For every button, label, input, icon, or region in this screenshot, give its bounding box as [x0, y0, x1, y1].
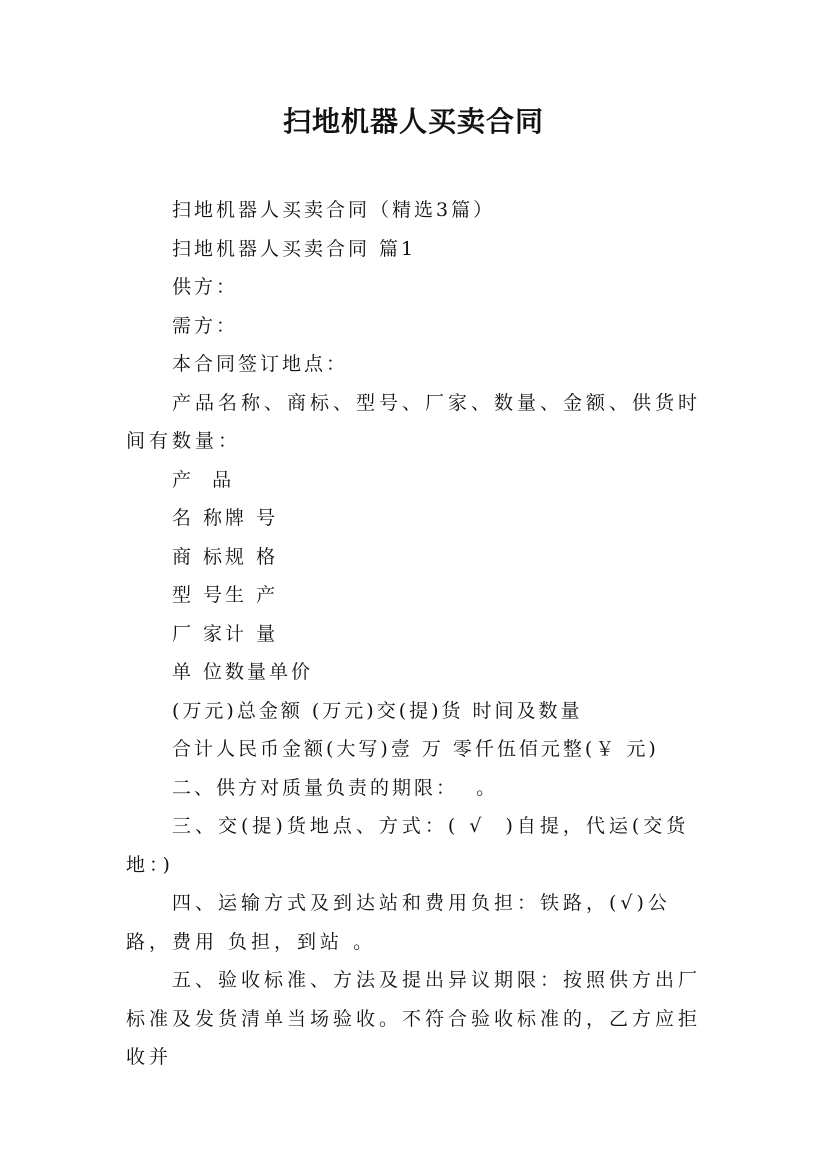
paragraph-clause-2: 二、供方对质量负责的期限： 。 [172, 776, 499, 799]
document-title: 扫地机器人买卖合同 [282, 105, 544, 138]
paragraph-table-row: 厂 家计 量 [172, 622, 279, 645]
paragraph-table-row: 型 号生 产 [172, 584, 279, 606]
paragraph-clause-5: 五、验收标准、方法及提出异议期限：按照供方出厂标准及发货清单当场验收。不符合验收标准的，乙方应拒收并 [126, 969, 702, 1068]
paragraph-table-row: (万元)总金额 (万元)交(提)货 时间及数量 [172, 699, 583, 722]
paragraph-table-row: 产 品 [172, 468, 235, 491]
paragraph-clause-3: 三、交(提)货地点、方式：( √ )自提，代运(交货地：) [126, 815, 690, 876]
paragraph-buyer: 需方： [172, 314, 239, 337]
paragraph-clause-4: 四、运输方式及到达站和费用负担：铁路，(√)公路，费用 负担，到站 。 [126, 892, 671, 953]
paragraph-product-fields: 产品名称、商标、型号、厂家、数量、金额、供货时间有数量： [126, 391, 702, 452]
paragraph-total-amount: 合计人民币金额(大写)壹 万 零仟伍佰元整(￥ 元) [172, 738, 659, 760]
paragraph-supplier: 供方： [172, 276, 239, 298]
paragraph-signing-place: 本合同签订地点： [172, 353, 349, 375]
paragraph-heading: 扫地机器人买卖合同（精选3篇） [172, 199, 496, 221]
document-body [126, 191, 706, 1077]
paragraph-section-title: 扫地机器人买卖合同 篇1 [172, 237, 417, 260]
paragraph-table-row: 商 标规 格 [172, 545, 279, 568]
paragraph-table-row: 单 位数量单价 [172, 661, 314, 683]
paragraph-table-row: 名 称牌 号 [172, 507, 279, 529]
